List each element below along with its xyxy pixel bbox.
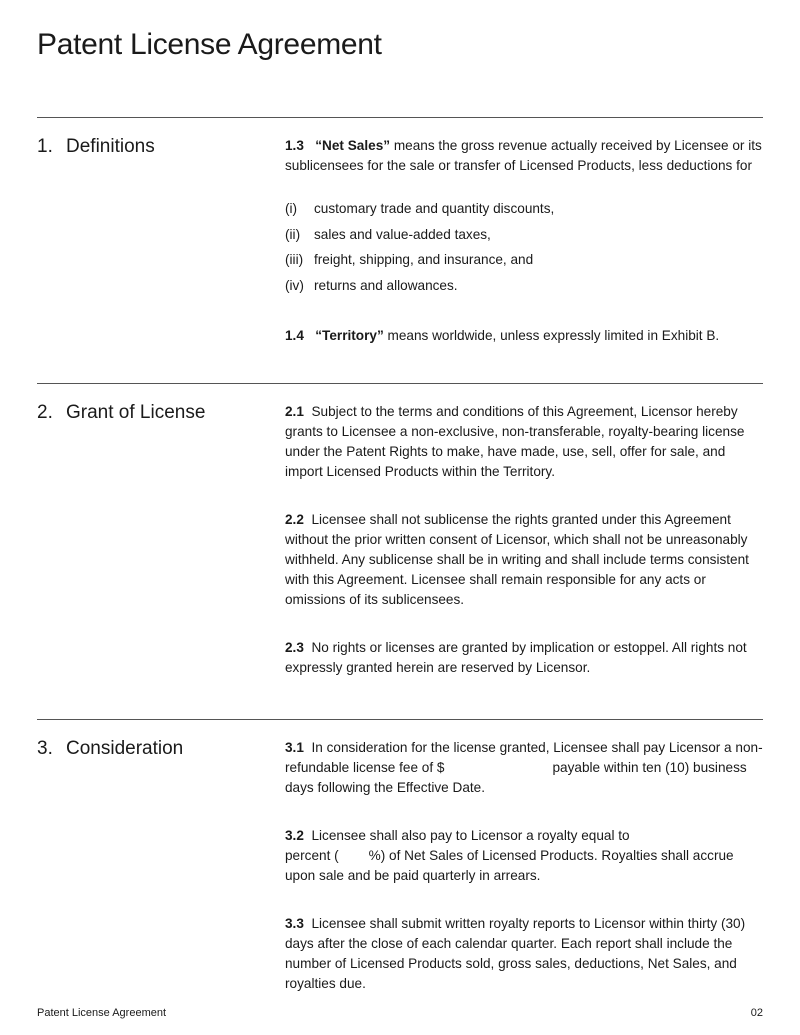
clause-1-4: 1.4 “Territory” means worldwide, unless expressly limited in Exhibit B.: [285, 328, 720, 343]
section-consideration: [37, 719, 763, 1010]
clause-2-3: 2.3 No rights or licenses are granted by implication or estoppel. All rights not expressly granted herein are reserved by Licensor.: [285, 640, 747, 675]
section-definitions: [37, 117, 763, 384]
page-title: Patent License Agreement: [37, 28, 382, 61]
list-item: (i) customary trade and quantity discounts,: [285, 201, 555, 216]
list-item: (iii) freight, shipping, and insurance, and: [285, 252, 534, 267]
clause-2-2: 2.2 Licensee shall not sublicense the rights granted under this Agreement without the prior written consent of Licensor, which shall not be unreasonably withheld. Any sublicense shall be in writing and shall include terms consistent with this Agreement. Licensee shall remain responsible for any acts or omissions of its sublicensees.: [285, 512, 749, 607]
section-heading: 3. Consideration: [37, 738, 184, 759]
list-item: (iv) returns and allowances.: [285, 277, 458, 293]
clause-3-2: 3.2 Licensee shall also pay to Licensor a royalty equal topercent ( %) of Net Sales of Licensed Products. Royalties shall accrue upon sale and be paid quarterly in arrears.: [285, 828, 734, 883]
clause-2-1: 2.1 Subject to the terms and conditions of this Agreement, Licensor hereby grants to Licensee a non-exclusive, non-transferable, royalty-bearing license under the Patent Rights to make, have made, use, sell, offer for sale, and import Licensed Products within the Territory.: [285, 404, 745, 479]
page-number: 02: [750, 1007, 763, 1019]
section-heading: 1. Definitions: [37, 136, 155, 157]
section-grant-of-license: [37, 383, 763, 720]
footer-title: Patent License Agreement: [37, 1007, 167, 1019]
list-item: (ii) sales and value-added taxes,: [285, 226, 491, 242]
clause-3-1: 3.1 In consideration for the license granted, Licensee shall pay Licensor a non-refundable license fee of $ payable within ten (10) business days following the Effective Date.: [285, 740, 763, 795]
section-heading: 2. Grant of License: [37, 402, 206, 423]
deductions-list: [285, 196, 763, 298]
clause-3-3: 3.3 Licensee shall submit written royalty reports to Licensor within thirty (30) days after the close of each calendar quarter. Each report shall include the number of Licensed Products sold, gross sales, deductions, Net Sales, and royalties due.: [285, 916, 746, 991]
clause-1-3: 1.3 “Net Sales” means the gross revenue actually received by Licensee or its sublicensees for the sale or transfer of Licensed Products, less deductions for: [285, 138, 762, 173]
